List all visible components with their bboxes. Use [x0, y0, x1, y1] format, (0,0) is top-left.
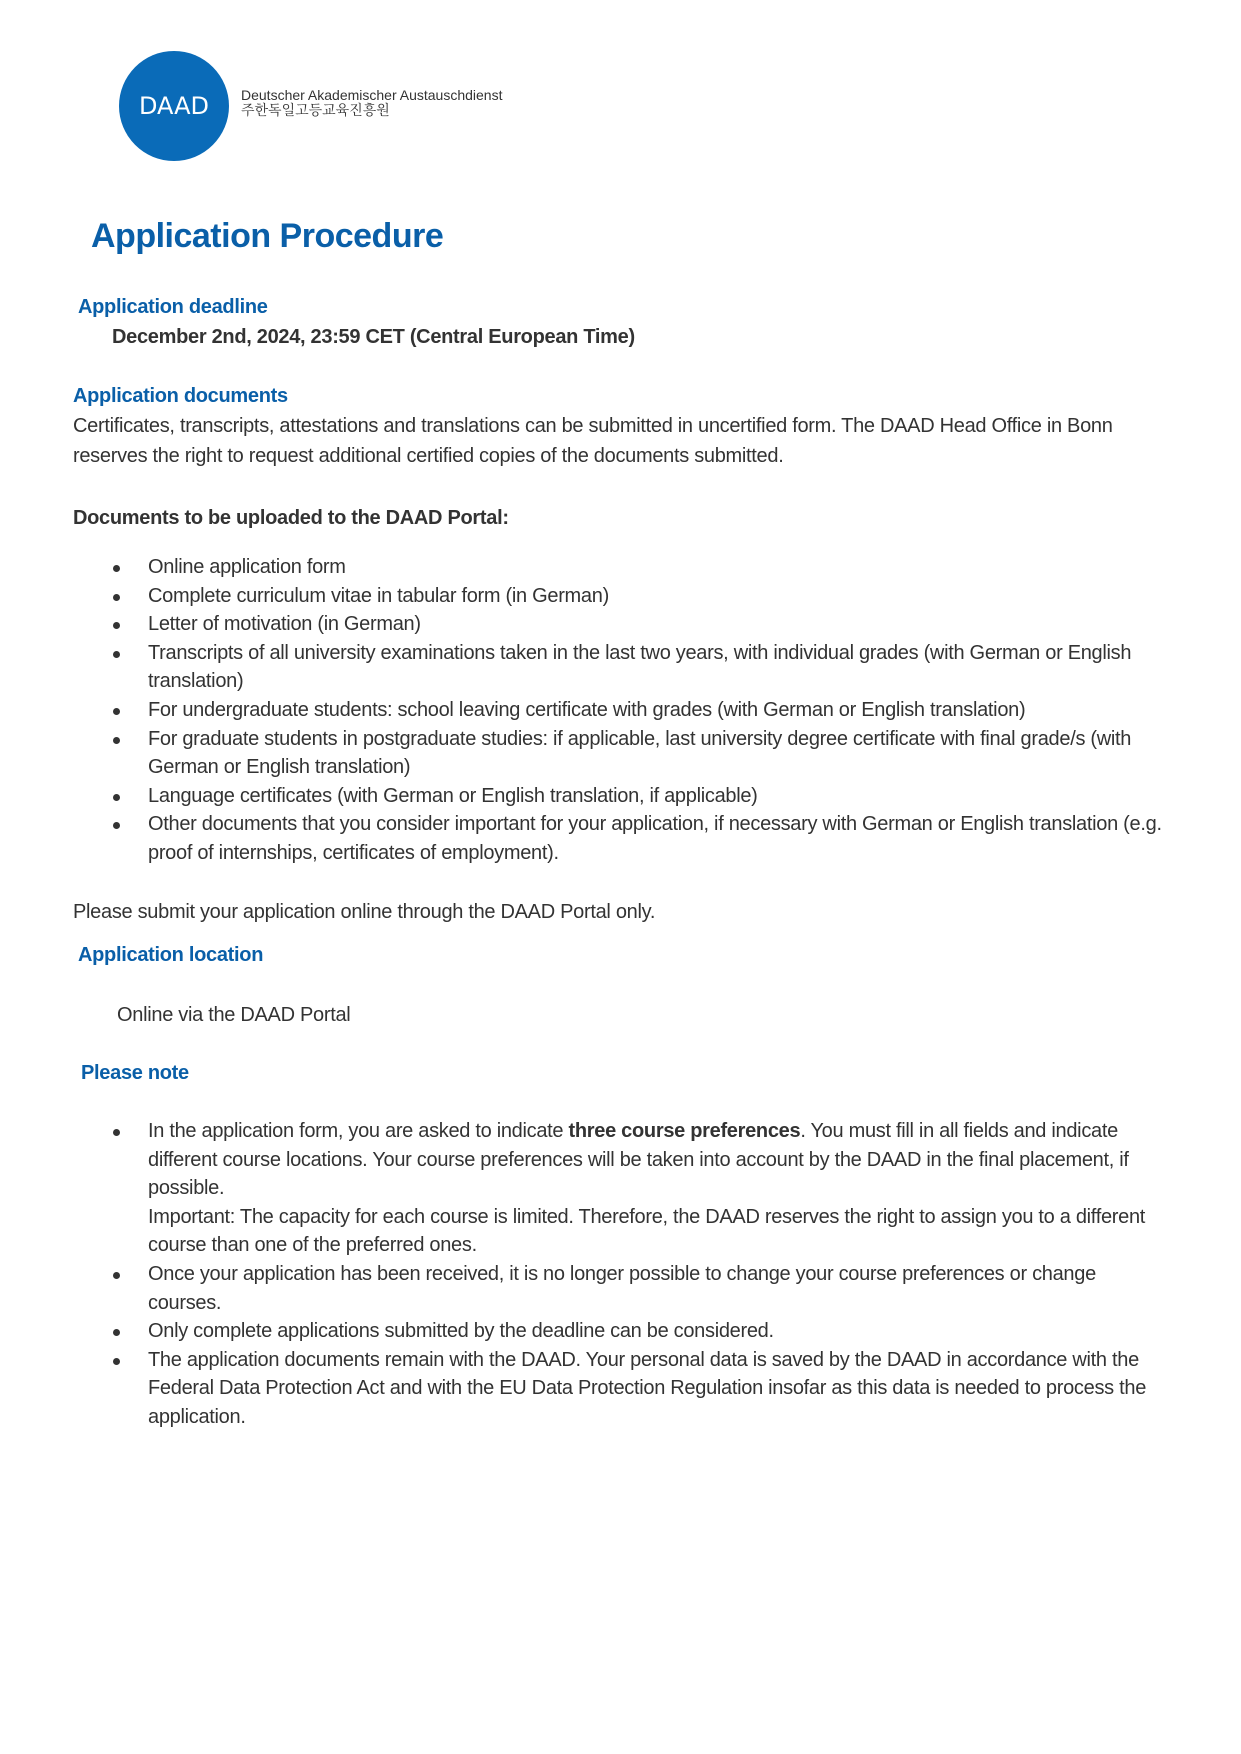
deadline-heading: Application deadline — [78, 296, 268, 318]
documents-list — [113, 553, 1173, 868]
logo-badge-text: DAAD — [138, 92, 210, 120]
upload-heading: Documents to be uploaded to the DAAD Portal: — [73, 507, 509, 529]
list-item: In the application form, you are asked to indicate three course preferences. You must fill in all fields and indicate different course locations. Your course preferences will be taken into account by the DAAD in the final placement, if possible. Important: The capacity for each course is limited. Therefore, the DAAD reserves the right to assign you to a different course than one of the preferred ones. — [113, 1117, 1173, 1260]
list-item: Once your application has been received, it is no longer possible to change your course preferences or change courses. — [113, 1260, 1173, 1317]
list-item: The application documents remain with the DAAD. Your personal data is saved by the DAAD in accordance with the Federal Data Protection Act and with the EU Data Protection Regulation insofar as this data is needed to process the application. — [113, 1346, 1173, 1432]
location-value: Online via the DAAD Portal — [117, 1004, 351, 1026]
important-note: Important: The capacity for each course is limited. Therefore, the DAAD reserves the right to assign you to a different course than one of the preferred ones. — [148, 1205, 1146, 1257]
documents-heading: Application documents — [73, 385, 288, 407]
list-item: For undergraduate students: school leaving certificate with grades (with German or English translation) — [113, 696, 1173, 725]
logo-name-german: Deutscher Akademischer Austauschdienst — [241, 87, 503, 103]
list-item: Letter of motivation (in German) — [113, 610, 1173, 639]
page-title: Application Procedure — [91, 217, 444, 255]
documents-intro: Certificates, transcripts, attestations and translations can be submitted in uncertified form. The DAAD Head Office in Bonn reserves the right to request additional certified copies of the documents submitted. — [73, 415, 1113, 467]
list-item: Other documents that you consider important for your application, if necessary with German or English translation (e.g. proof of internships, certificates of employment). — [113, 810, 1173, 867]
list-item: Online application form — [113, 553, 1173, 582]
daad-logo-badge — [119, 51, 229, 161]
list-item: Only complete applications submitted by the deadline can be considered. — [113, 1317, 1173, 1346]
list-item: Complete curriculum vitae in tabular form (in German) — [113, 582, 1173, 611]
deadline-value: December 2nd, 2024, 23:59 CET (Central European Time) — [112, 326, 635, 348]
location-heading: Application location — [78, 944, 264, 966]
logo-name-korean: 주한독일고등교육진흥원 — [241, 102, 390, 118]
note-list — [113, 1117, 1173, 1432]
emphasis-course-preferences: three course preferences — [568, 1120, 801, 1142]
logo-wordmark — [241, 88, 502, 118]
submit-note: Please submit your application online through the DAAD Portal only. — [73, 901, 656, 923]
list-item: Language certificates (with German or English translation, if applicable) — [113, 782, 1173, 811]
list-item: For graduate students in postgraduate studies: if applicable, last university degree certificate with final grade/s (with German or English translation) — [113, 725, 1173, 782]
list-item: Transcripts of all university examinations taken in the last two years, with individual grades (with German or English translation) — [113, 639, 1173, 696]
note-heading: Please note — [81, 1062, 189, 1084]
